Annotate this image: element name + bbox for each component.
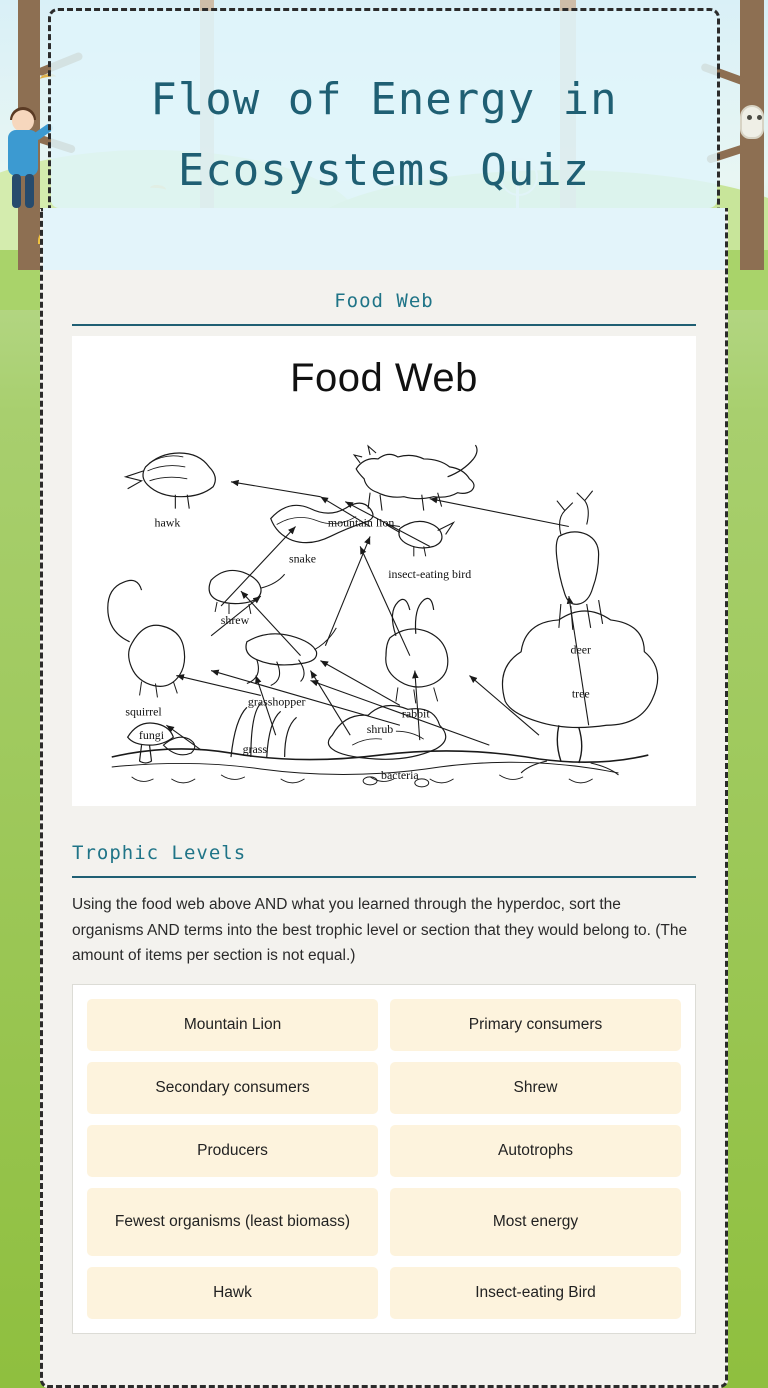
label-bacteria: bacteria	[381, 767, 419, 782]
snake-drawing	[271, 503, 373, 565]
grasshopper-drawing	[246, 628, 336, 709]
food-web-figure	[72, 336, 696, 806]
section-heading-food-web: Food Web	[334, 290, 434, 312]
label-squirrel: squirrel	[125, 704, 162, 719]
tree-drawing	[502, 611, 657, 775]
word-bank-chip[interactable]: Primary consumers	[390, 999, 681, 1051]
word-bank-chip[interactable]: Fewest organisms (least biomass)	[87, 1188, 378, 1256]
divider-food-web	[72, 324, 696, 326]
child-illustration	[2, 110, 46, 220]
word-bank-chip[interactable]: Autotrophs	[390, 1125, 681, 1177]
page-title: Flow of Energy in Ecosystems Quiz	[150, 74, 618, 196]
hawk-drawing	[126, 453, 216, 530]
label-insect-eating-bird: insect-eating bird	[388, 567, 472, 582]
label-shrub: shrub	[366, 722, 394, 737]
label-shrew: shrew	[220, 612, 250, 627]
deer-drawing	[556, 491, 602, 657]
label-hawk: hawk	[154, 515, 181, 530]
figure-canvas	[72, 406, 696, 806]
word-bank-chip[interactable]: Shrew	[390, 1062, 681, 1114]
bacteria-drawing	[363, 768, 429, 787]
figure-title: Food Web	[290, 356, 478, 400]
divider-trophic-levels	[72, 876, 696, 878]
word-bank-chip[interactable]: Producers	[87, 1125, 378, 1177]
word-bank-chip[interactable]: Secondary consumers	[87, 1062, 378, 1114]
word-bank-chip[interactable]: Insect-eating Bird	[390, 1267, 681, 1319]
label-tree: tree	[571, 686, 590, 701]
mountain-lion-drawing	[328, 445, 477, 529]
owl-icon	[740, 105, 764, 139]
label-deer: deer	[570, 642, 591, 657]
label-rabbit: rabbit	[401, 706, 430, 721]
insect-eating-bird-drawing	[386, 521, 471, 581]
word-bank-chip[interactable]: Mountain Lion	[87, 999, 378, 1051]
food-web-diagram	[72, 406, 696, 806]
word-bank-chip[interactable]: Most energy	[390, 1188, 681, 1256]
section-heading-trophic-levels: Trophic Levels	[72, 842, 247, 864]
squirrel-drawing	[108, 580, 185, 718]
label-grasshopper: grasshopper	[247, 694, 306, 709]
grass-drawing	[231, 703, 297, 757]
fungi-drawing	[128, 723, 195, 763]
instructions-text: Using the food web above AND what you learned through the hyperdoc, sort the organisms AND terms into the best trophic level or section that they would belong to. (The amount of items per section is not equal.)	[72, 896, 688, 965]
label-fungi: fungi	[138, 728, 165, 743]
label-grass: grass	[242, 742, 268, 757]
word-bank	[72, 984, 696, 1334]
worksheet-body	[40, 208, 728, 1388]
label-snake: snake	[288, 551, 317, 566]
word-bank-chip[interactable]: Hawk	[87, 1267, 378, 1319]
label-mountain-lion: mountain lion	[327, 515, 395, 530]
